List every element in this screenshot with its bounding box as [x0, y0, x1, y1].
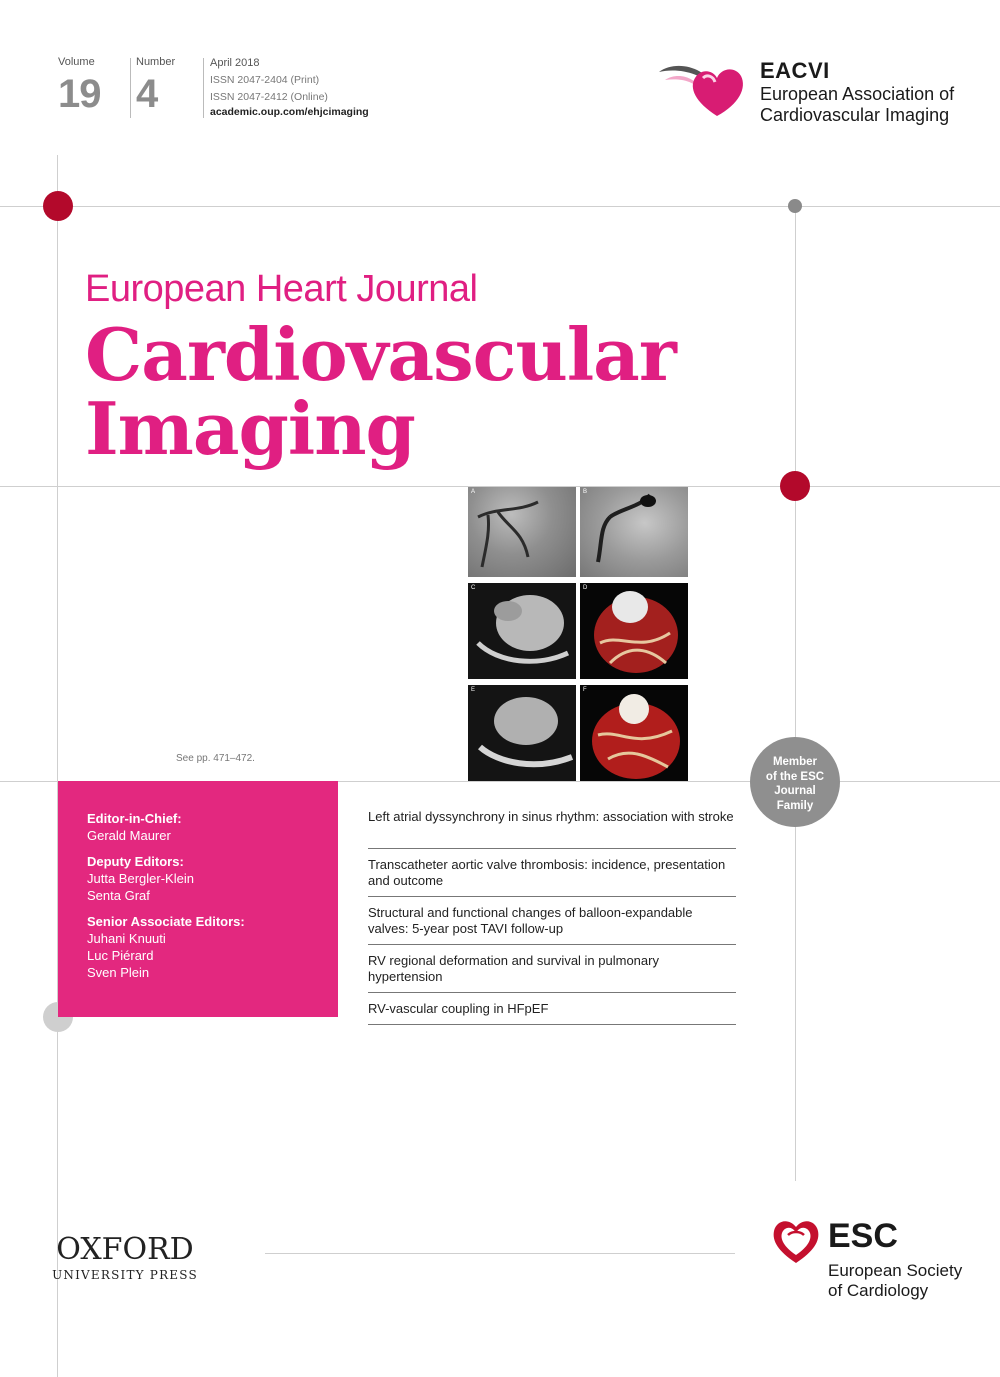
senior-editor-name: Luc Piérard: [87, 948, 154, 963]
volume-number: 19: [58, 72, 101, 116]
heart-render-f-icon: [580, 685, 688, 781]
cover-panel-c: [468, 583, 576, 679]
journal-title-line2: Cardiovascular: [85, 312, 676, 397]
see-pages-reference: See pp. 471–472.: [176, 753, 255, 764]
cover-image: [468, 487, 688, 781]
grid-line-bottom: [265, 1253, 735, 1254]
angiogram-b-icon: [580, 487, 688, 577]
esc-name-line2: of Cardiology: [828, 1281, 929, 1300]
editor-in-chief-name: Gerald Maurer: [87, 828, 171, 843]
esc-heart-icon: [770, 1215, 822, 1267]
esc-member-badge: [750, 737, 840, 827]
meta-divider-2: [203, 58, 204, 118]
cover-panel-f: [580, 685, 688, 781]
issue-date: April 2018: [210, 57, 260, 69]
panel-letter: E: [471, 687, 476, 693]
editor-in-chief-label: Editor-in-Chief:: [87, 811, 182, 826]
member-badge-line1: Member: [772, 756, 818, 768]
grid-line-right: [795, 206, 796, 1181]
article-item[interactable]: Left atrial dyssynchrony in sinus rhythm: association with stroke: [368, 809, 736, 849]
ct-scan-e-icon: [468, 685, 576, 781]
panel-letter: F: [583, 687, 587, 693]
eacvi-name-line1: European Association of: [760, 84, 955, 104]
member-badge-line4: Family: [776, 799, 814, 812]
article-item[interactable]: RV-vascular coupling in HFpEF: [368, 993, 736, 1025]
eacvi-abbreviation: EACVI: [760, 58, 830, 83]
grid-line-top: [0, 206, 1000, 207]
esc-name-line1: European Society: [828, 1261, 963, 1280]
issn-print: ISSN 2047-2404 (Print): [210, 74, 320, 86]
panel-letter: C: [471, 585, 476, 591]
ct-scan-c-icon: [468, 583, 576, 679]
cover-panel-e: [468, 685, 576, 781]
oxford-line2: UNIVERSITY PRESS: [52, 1268, 198, 1282]
meta-divider-1: [130, 58, 131, 118]
grey-dot-top-right: [788, 199, 802, 213]
panel-letter: B: [583, 489, 588, 495]
angiogram-a-icon: [468, 487, 576, 577]
esc-abbreviation: ESC: [828, 1217, 898, 1255]
article-item[interactable]: Transcatheter aortic valve thrombosis: incidence, presentation and outcome: [368, 849, 736, 897]
heart-render-d-icon: [580, 583, 688, 679]
senior-editor-name: Juhani Knuuti: [87, 931, 166, 946]
volume-block: [58, 56, 101, 114]
oxford-logo: [42, 1233, 208, 1283]
issn-block: [210, 55, 369, 118]
article-item[interactable]: RV regional deformation and survival in pulmonary hypertension: [368, 945, 736, 993]
eacvi-heart-icon: [655, 58, 750, 120]
red-dot-top-left: [43, 191, 73, 221]
journal-title-line3: Imaging: [85, 386, 415, 471]
deputy-editor-name: Senta Graf: [87, 888, 150, 903]
number-label: Number: [136, 56, 176, 68]
cover-panel-b: [580, 487, 688, 577]
volume-label: Volume: [58, 56, 95, 68]
member-badge-line3: Journal: [774, 785, 816, 797]
number-block: [136, 56, 175, 114]
journal-title-line1: European Heart Journal: [85, 268, 478, 310]
red-dot-middle-right: [780, 471, 810, 501]
oxford-line1: OXFORD: [56, 1232, 194, 1267]
article-list: [368, 809, 736, 1025]
deputy-editor-name: Jutta Bergler-Klein: [87, 871, 194, 886]
senior-editor-name: Sven Plein: [87, 965, 150, 980]
panel-letter: D: [583, 585, 588, 591]
senior-editors-label: Senior Associate Editors:: [87, 914, 245, 929]
article-item[interactable]: Structural and functional changes of balloon-expandable valves: 5-year post TAVI follow-up: [368, 897, 736, 945]
journal-url[interactable]: academic.oup.com/ehjcimaging: [210, 106, 369, 118]
deputy-editors-label: Deputy Editors:: [87, 854, 184, 869]
eacvi-name-line2: Cardiovascular Imaging: [760, 105, 950, 125]
editors-box: [58, 781, 338, 1017]
issue-number: 4: [136, 72, 158, 116]
grid-line-left: [57, 155, 58, 1377]
cover-panel-d: [580, 583, 688, 679]
cover-panel-a: [468, 487, 576, 577]
panel-letter: A: [471, 489, 476, 495]
member-badge-line2: of the ESC: [765, 770, 825, 783]
issn-online: ISSN 2047-2412 (Online): [210, 91, 328, 103]
